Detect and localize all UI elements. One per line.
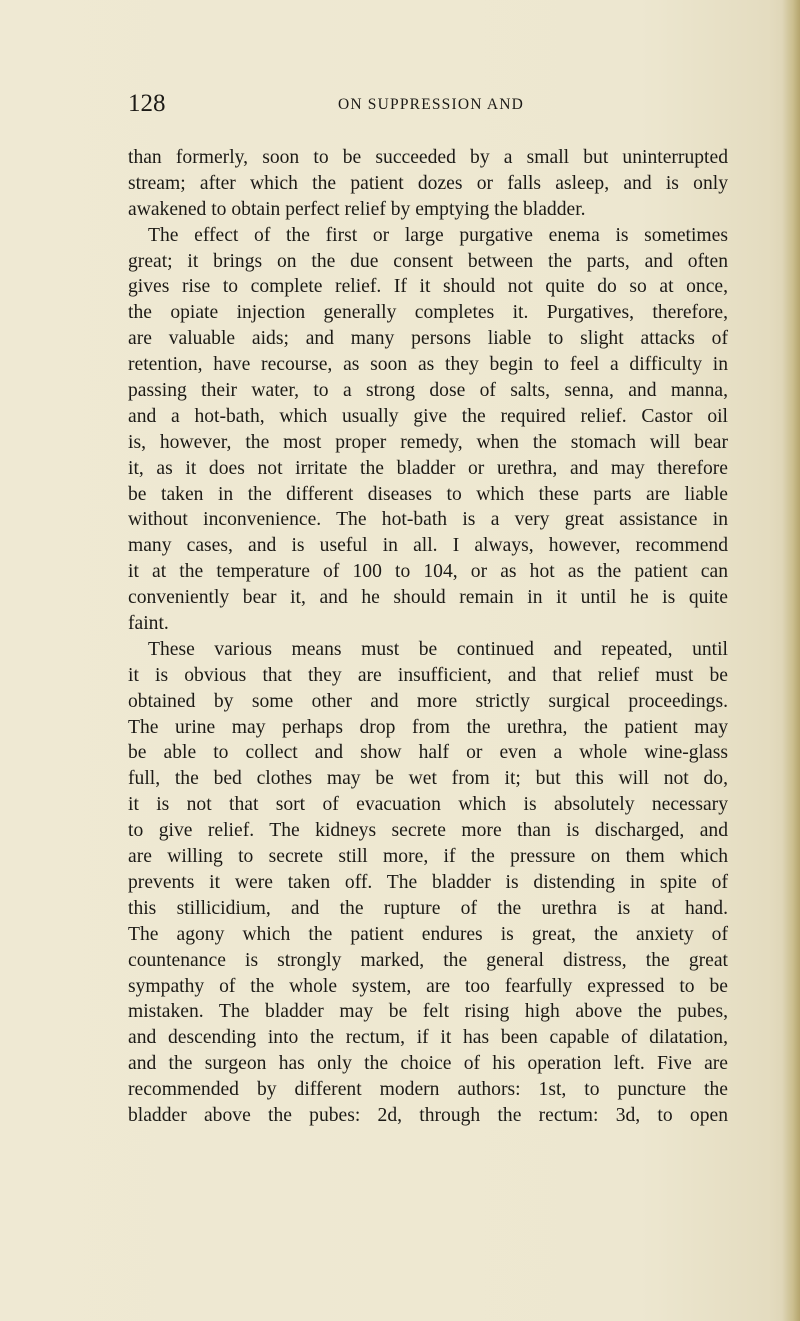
text-line: faint. [128,613,169,635]
running-head-title: ON SUPPRESSION AND [337,96,525,113]
page-edge-shadow [782,0,800,1321]
page-number: 128 [128,90,166,117]
text-line: The agony which the patient endures is great, the anxiety of [128,923,728,945]
running-head [128,86,734,122]
text-line: stream; after which the patient dozes or falls asleep, and is only [128,172,728,194]
text-line: and descending into the rectum, if it has been capable of dilatation, [128,1027,728,1049]
text-line: These various means must be continued and repeated, until [148,638,728,660]
text-line: conveniently bear it, and he should remain in it until he is quite [128,587,728,609]
text-line: The urine may perhaps drop from the urethra, the patient may [128,716,728,738]
text-line: awakened to obtain perfect relief by emptying the bladder. [128,198,586,220]
text-line: be taken in the different diseases to which these parts are liable [128,483,728,505]
text-line: it is obvious that they are insufficient, and that relief must be [128,664,728,686]
text-line: gives rise to complete relief. If it should not quite do so at once, [128,276,728,298]
text-line: be able to collect and show half or even a whole wine-glass [128,742,728,764]
text-line: bladder above the pubes: 2d, through the rectum: 3d, to open [128,1104,728,1126]
text-line: many cases, and is useful in all. I always, however, recommend [128,535,728,557]
body-text [128,145,728,1129]
text-line: passing their water, to a strong dose of salts, senna, and manna, [128,380,728,402]
text-line: The effect of the first or large purgative enema is sometimes [148,224,728,246]
text-line: and a hot-bath, which usually give the required relief. Castor oil [128,405,728,427]
text-line: retention, have recourse, as soon as they begin to feel a difficulty in [128,354,728,376]
text-line: obtained by some other and more strictly surgical proceedings. [128,690,728,712]
text-line: the opiate injection generally completes it. Purgatives, therefore, [128,302,728,324]
text-line: it is not that sort of evacuation which is absolutely necessary [128,794,728,816]
text-line: this stillicidium, and the rupture of the urethra is at hand. [128,897,728,919]
text-line: it, as it does not irritate the bladder or urethra, and may therefore [128,457,728,479]
text-line: is, however, the most proper remedy, when the stomach will bear [128,431,728,453]
text-line: mistaken. The bladder may be felt rising high above the pubes, [128,1001,728,1023]
text-line: to give relief. The kidneys secrete more than is discharged, and [128,820,728,842]
text-line: are willing to secrete still more, if the pressure on them which [128,846,728,868]
text-line: great; it brings on the due consent between the parts, and often [128,250,728,272]
text-line: it at the temperature of 100 to 104, or as hot as the patient can [128,561,728,583]
text-line: sympathy of the whole system, are too fearfully expressed to be [128,975,728,997]
text-line: countenance is strongly marked, the general distress, the great [128,949,728,971]
text-line: without inconvenience. The hot-bath is a very great assistance in [128,509,728,531]
text-line: recommended by different modern authors: 1st, to puncture the [128,1079,728,1101]
text-line: than formerly, soon to be succeeded by a small but uninterrupted [128,147,728,168]
text-line: and the surgeon has only the choice of his operation left. Five are [128,1053,728,1075]
text-line: prevents it were taken off. The bladder is distending in spite of [128,871,728,893]
text-line: are valuable aids; and many persons liable to slight attacks of [128,328,728,350]
text-line: full, the bed clothes may be wet from it; but this will not do, [128,768,728,790]
